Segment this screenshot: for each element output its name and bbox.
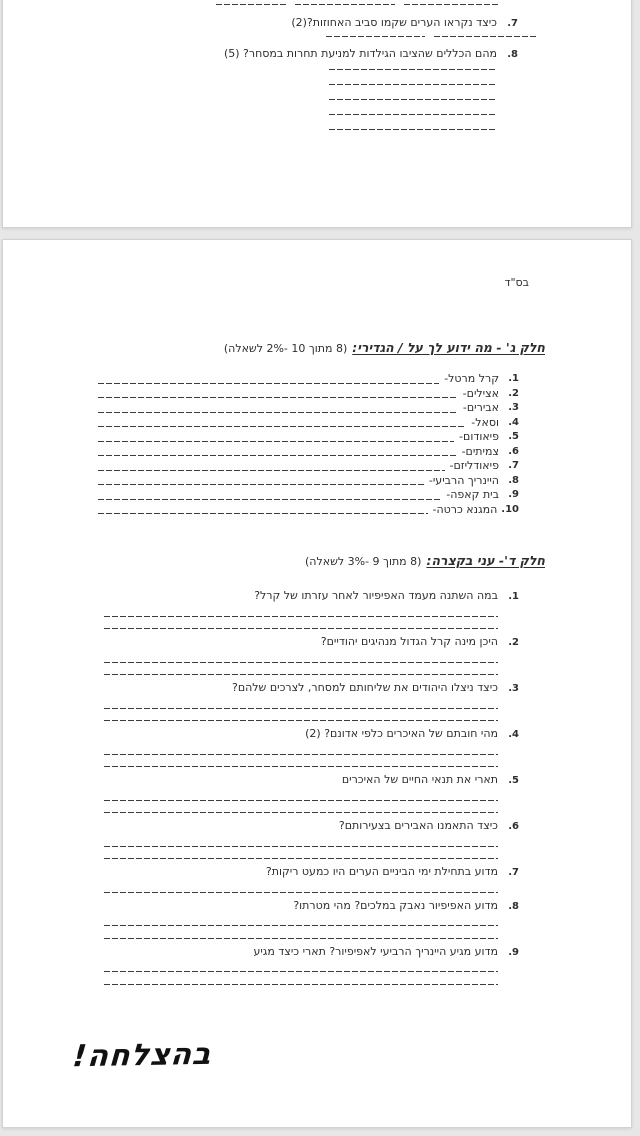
document-page-2 xyxy=(2,239,632,1128)
item-number: 1. xyxy=(508,373,519,384)
item-term: צמיתים- xyxy=(461,444,499,458)
definition-item xyxy=(98,503,519,518)
question-block xyxy=(102,589,519,629)
answer-blank-line xyxy=(98,412,458,413)
question-row xyxy=(102,681,519,696)
question-number: 3. xyxy=(508,683,519,694)
item-number: 10. xyxy=(501,503,519,515)
answer-blank-line xyxy=(98,455,457,456)
question-number: 8. xyxy=(508,900,519,912)
answer-blank-line xyxy=(98,383,439,384)
question-text: מהם הכללים שהציבו הגילדות למניעת תחרות במסחר? (5) xyxy=(223,47,497,60)
part-c-list xyxy=(98,372,519,517)
definition-item xyxy=(98,387,519,402)
question-text: תארי את תנאי החיים של האיכרים xyxy=(341,773,498,786)
question-block xyxy=(102,635,519,675)
question-text: כיצד ניצלו היהודים את שליחותם למסחר, לצרכים שלהם? xyxy=(231,681,498,694)
question-row xyxy=(102,773,519,788)
definition-item xyxy=(98,459,519,474)
answer-blank-line xyxy=(326,36,537,37)
answer-blank-line xyxy=(104,892,498,893)
answer-blank-line xyxy=(104,674,498,675)
question-text: מהי חובתם של האיכרים כלפי אדונם? (2) xyxy=(305,727,498,740)
answer-blank-line xyxy=(98,441,454,442)
item-number: 8. xyxy=(508,474,519,486)
question-number: 5. xyxy=(508,775,519,786)
definition-item xyxy=(98,372,519,387)
question-row xyxy=(102,899,519,914)
item-number: 9. xyxy=(508,489,519,500)
question-row xyxy=(102,945,519,960)
question-number: 6. xyxy=(508,821,519,832)
question-text: מדוע האפיפיור נאבק במלכים? מהי מטרתו? xyxy=(293,898,498,912)
item-term: המגנא כרטה- xyxy=(432,502,498,516)
answer-blank-line xyxy=(104,984,498,985)
answer-blank-line xyxy=(329,99,495,100)
answer-blank-line xyxy=(104,800,498,801)
definition-item xyxy=(98,474,519,489)
item-term: קרל מרטל- xyxy=(444,372,499,385)
question-text: במה השתנה מעמד האפיפיור לאחר עזרתו של קרל? xyxy=(254,589,498,602)
question-text: מדוע מגיע היינריך הרביעי לאפיפיור? תארי כיצד מגיע xyxy=(253,944,498,958)
item-number: 3. xyxy=(508,402,519,413)
item-term: פיאודום- xyxy=(459,430,499,443)
item-term: וסאל- xyxy=(471,415,499,429)
part-d-questions xyxy=(102,589,519,991)
question-block xyxy=(102,727,519,767)
definition-item xyxy=(98,445,519,460)
question-block xyxy=(102,899,519,939)
question-row xyxy=(102,635,519,650)
item-number: 4. xyxy=(508,416,519,428)
answer-blank-line xyxy=(104,858,498,859)
answer-blank-line xyxy=(104,628,498,629)
answer-blank-line xyxy=(104,662,498,663)
answer-blank-line xyxy=(329,114,495,115)
question-row xyxy=(224,47,518,62)
answer-blank-line xyxy=(104,971,498,972)
item-term: אבירים- xyxy=(462,401,499,414)
question-number: 2. xyxy=(508,637,519,648)
question-number: 7. xyxy=(507,18,518,29)
item-term: בית קאפה- xyxy=(446,488,499,501)
answer-blank-line xyxy=(329,69,495,70)
part-c-heading xyxy=(224,340,545,355)
item-term: אצילים- xyxy=(462,386,499,400)
answer-blank-line xyxy=(98,484,424,485)
question-text: כיצד התאמנו האבירים בצעירותם? xyxy=(338,819,498,832)
question-row xyxy=(102,819,519,834)
item-term: פיאודליזם- xyxy=(449,459,499,472)
question-block xyxy=(102,945,519,985)
item-number: 6. xyxy=(508,445,519,457)
question-number: 1. xyxy=(508,591,519,602)
item-term: היינריך הרביעי- xyxy=(428,473,499,487)
closing-blessing: בהצלחה! xyxy=(71,1036,214,1075)
closing-blessing-wrap xyxy=(73,1038,212,1073)
question-number: 9. xyxy=(508,946,519,958)
part-c-note: (8 מתוך 10 -2% לשאלה) xyxy=(223,342,348,355)
answer-blank-line xyxy=(104,846,498,847)
question-text: היכן מינה קרל הגדול מנהיגים יהודיים? xyxy=(320,635,498,648)
question-number: 4. xyxy=(508,729,519,740)
definition-item xyxy=(98,401,519,416)
question-row xyxy=(102,727,519,742)
answer-blank-line xyxy=(98,499,441,500)
question-block xyxy=(102,773,519,813)
definition-item xyxy=(98,416,519,431)
question-block xyxy=(102,865,519,893)
answer-blank-line xyxy=(104,616,498,617)
question-number: 7. xyxy=(508,867,519,878)
question-block xyxy=(102,819,519,859)
answer-blank-line xyxy=(329,84,495,85)
document-page-1 xyxy=(2,0,632,228)
answer-blank-line xyxy=(104,720,498,721)
besd-header: בס"ד xyxy=(504,276,529,289)
answer-blank-line xyxy=(104,938,498,939)
part-d-note: (8 מתוך 9 -3% לשאלה) xyxy=(305,555,422,568)
answer-blank-line xyxy=(104,925,498,926)
answer-blank-group xyxy=(329,69,495,144)
part-d-heading xyxy=(305,553,545,568)
definition-item xyxy=(98,430,519,445)
item-number: 5. xyxy=(508,431,519,442)
part-d-title: חלק ד'- עני בקצרה: xyxy=(426,553,545,568)
answer-blank-line xyxy=(98,426,466,427)
question-row xyxy=(291,16,518,31)
answer-blank-line xyxy=(98,470,445,471)
item-number: 2. xyxy=(508,387,519,399)
question-row xyxy=(102,589,519,604)
question-block xyxy=(102,681,519,721)
answer-blank-line xyxy=(104,812,498,813)
part-c-title: חלק ג' - מה ידוע לך על / הגדירי: xyxy=(352,340,545,355)
question-text: כיצד נקראו הערים שקמו סביב האחוזות?(2) xyxy=(291,16,497,29)
answer-blank-line xyxy=(98,397,458,398)
answer-blank-line xyxy=(104,708,498,709)
question-text: מדוע בתחילת ימי הביניים הערים היו כמעט ריקות? xyxy=(265,865,498,878)
definition-item xyxy=(98,488,519,503)
question-row xyxy=(102,865,519,880)
answer-blank-line xyxy=(329,129,495,130)
answer-blank-line xyxy=(104,766,498,767)
answer-blank-line xyxy=(98,513,428,514)
question-number: 8. xyxy=(507,49,518,60)
item-number: 7. xyxy=(508,460,519,471)
answer-blank-line xyxy=(104,754,498,755)
answer-blank-line xyxy=(216,4,500,5)
